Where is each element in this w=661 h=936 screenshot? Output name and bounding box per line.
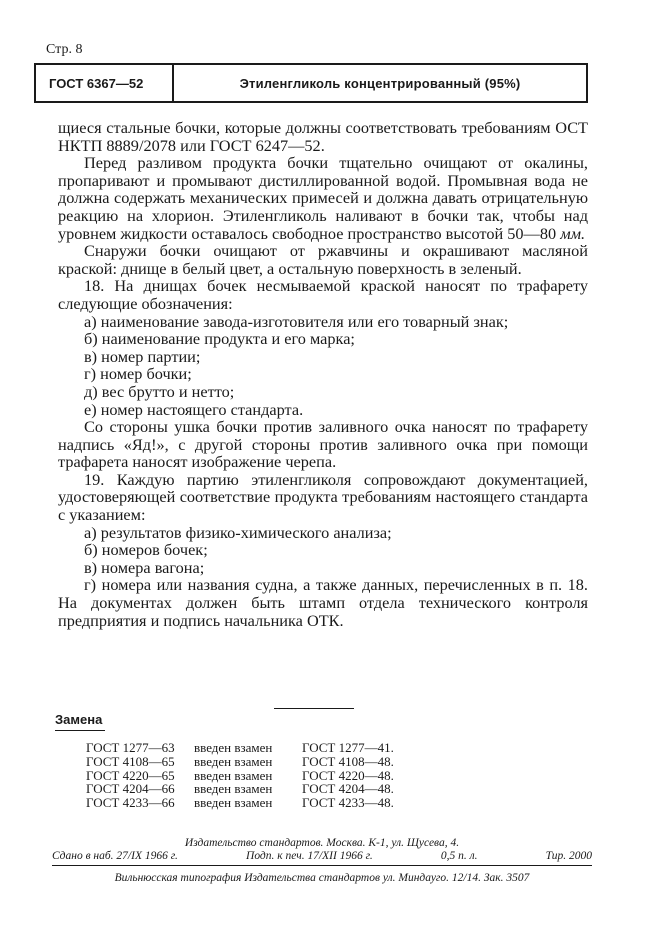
paragraph-poison-label: Со стороны ушка бочки против заливного очка наносят по трафарету надпись «Яд!», с другой стороны против заливного очка при помощи трафарета наносят изображение черепа.	[58, 417, 588, 472]
replacement-word: введен взамен	[194, 795, 273, 811]
replacement-new: ГОСТ 1277—63	[86, 740, 175, 755]
list-item-18d: г) номер бочки;	[84, 364, 192, 384]
list-item-19b: б) номеров бочек;	[84, 540, 208, 560]
replacement-new: ГОСТ 4220—65	[86, 767, 175, 783]
paragraph-18: 18. На днищах бочек несмываемой краской наносят по трафарету следующие обозначения:	[58, 276, 588, 313]
imprint-print-run: Тир. 2000	[545, 850, 592, 862]
page-header	[34, 63, 588, 103]
replacement-row	[86, 782, 394, 796]
paragraph-cleaning	[58, 154, 588, 242]
imprint-rule	[52, 865, 592, 866]
replacement-word: введен взамен	[194, 753, 273, 769]
replacement-old: ГОСТ 4233—48.	[302, 795, 394, 811]
list-item-18f: е) номер настоящего стандарта.	[84, 399, 304, 419]
list-item-19c: в) номера вагона;	[84, 557, 205, 577]
paragraph-cleaning-text: Перед разливом продукта бочки тщательно очищают от окалины, пропаривают и промывают дистиллированной водой. Промывная вода не должна содержать механических примесей и должна давать отрицательную реакцию на хлорион. Этиленгликоль наливают в бочки так, чтобы над уровнем жидкости оставалось свободное пространство высотой 50—80	[58, 153, 588, 243]
replacement-old: ГОСТ 4220—48.	[302, 767, 394, 783]
list-item-18b: б) наименование продукта и его марка;	[84, 329, 355, 349]
imprint-sheets: 0,5 п. л.	[440, 850, 478, 862]
imprint-printer: Вильнюсская типография Издательства стандартов ул. Миндауго. 12/14. Зак. 3507	[114, 872, 530, 884]
section-divider	[274, 708, 354, 709]
paragraph-painting: Снаружи бочки очищают от ржавчины и окрашивают масляной краской: днище в белый цвет, а остальную поверхность в зеленый.	[58, 241, 588, 278]
replacement-word: введен взамен	[194, 781, 273, 797]
unit-mm: мм.	[560, 223, 586, 243]
imprint	[52, 837, 592, 885]
replacement-old: ГОСТ 4204—48.	[302, 781, 394, 797]
replacement-new: ГОСТ 4108—65	[86, 753, 175, 769]
replacement-new: ГОСТ 4204—66	[86, 781, 175, 797]
list-item-18e: д) вес брутто и нетто;	[84, 381, 235, 401]
replacement-new: ГОСТ 4233—66	[86, 795, 175, 811]
imprint-signed: Подп. к печ. 17/XII 1966 г.	[246, 850, 373, 862]
list-item-18c: в) номер партии;	[84, 346, 201, 366]
replacement-row	[86, 741, 394, 755]
replacement-row	[86, 769, 394, 783]
replacement-old: ГОСТ 4108—48.	[302, 753, 394, 769]
imprint-publisher: Издательство стандартов. Москва. К-1, ул. Щусева, 4.	[184, 837, 460, 849]
imprint-details	[52, 850, 592, 863]
replacement-list	[86, 741, 394, 810]
replacement-row	[86, 755, 394, 769]
list-item-19a: а) результатов физико-химического анализа;	[84, 522, 392, 542]
imprint-submitted: Сдано в наб. 27/IX 1966 г.	[52, 850, 178, 862]
paragraph-continuation: щиеся стальные бочки, которые должны соответствовать требованиям ОСТ НКТП 8889/2078 или ГОСТ 6247—52.	[58, 118, 588, 155]
list-item-18a: а) наименование завода-изготовителя или его товарный знак;	[84, 311, 509, 331]
replacement-heading-rule	[55, 730, 105, 731]
replacement-word: введен взамен	[194, 740, 273, 755]
list-item-19d: г) номера или названия судна, а также данных, перечисленных в п. 18. На документах должен быть штамп отдела технического контроля предприятия и подпись начальника ОТК.	[58, 575, 588, 630]
replacement-old: ГОСТ 1277—41.	[302, 740, 394, 755]
document-body	[58, 119, 588, 629]
replacement-heading: Замена	[55, 712, 103, 727]
page-number: Стр. 8	[46, 42, 83, 57]
replacement-word: введен взамен	[194, 767, 273, 783]
replacement-row	[86, 796, 394, 810]
paragraph-19: 19. Каждую партию этиленгликоля сопровождают документацией, удостоверяющей соответствие продукта требованиям настоящего стандарта с указанием:	[58, 469, 588, 525]
header-standard-number: ГОСТ 6367—52	[36, 65, 174, 101]
header-title: Этиленгликоль концентрированный (95%)	[239, 75, 521, 91]
